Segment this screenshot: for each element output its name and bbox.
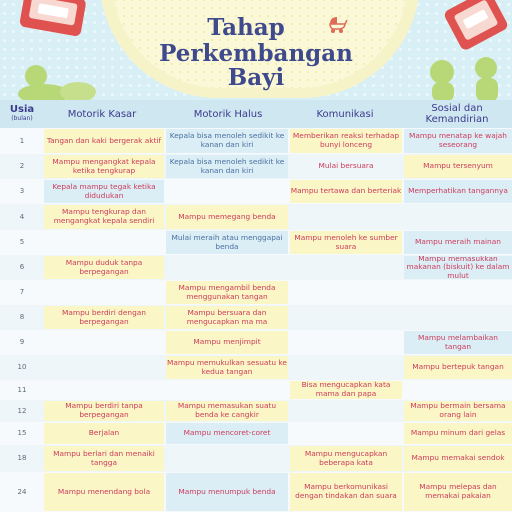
cell-sos: Mampu menatap ke wajah seseorang (404, 129, 512, 153)
cell-kom: Mampu tertawa dan berteriak (290, 180, 402, 203)
cell-kom: Memberikan reaksi terhadap bunyi lonceng (290, 129, 402, 153)
cell-age: 15 (17, 429, 27, 438)
cell-sos: Mampu bermain bersama orang lain (404, 401, 512, 421)
cell-mk: Mampu duduk tanpa berpegangan (44, 256, 164, 279)
cell-kom (290, 423, 402, 444)
cell-kom (290, 281, 402, 304)
cell-mh: Mulai meraih atau menggapai benda (166, 231, 288, 254)
table-row (0, 280, 512, 306)
cell-kom: Bisa mengucapkan kata mama dan papa (290, 381, 402, 399)
col-header-komunikasi: Komunikasi (316, 108, 374, 120)
cell-age: 9 (19, 338, 25, 347)
page-title-line-2: Perkembangan (159, 40, 353, 67)
cell-sos: Mampu meraih mainan (404, 231, 512, 254)
cell-mh: Mampu menumpuk benda (166, 473, 288, 511)
cell-mh: Mampu bersuara dan mengucapkan ma ma (166, 306, 288, 329)
cell-sos: Mampu memakai sendok (404, 446, 512, 471)
table-row (0, 472, 512, 512)
cell-mh: Kepala bisa menoleh sedikit ke kanan dan kiri (166, 129, 288, 153)
cell-mh (166, 256, 288, 279)
col-header-usia (2, 100, 42, 128)
cell-age: 8 (19, 313, 25, 322)
cell-sos: Mampu minum dari gelas (404, 423, 512, 444)
cell-kom: Mulai bersuara (318, 161, 374, 171)
table-row (0, 230, 512, 256)
table-row (0, 445, 512, 473)
table-row (0, 422, 512, 446)
cell-mk: Tangan dan kaki bergerak aktif (44, 129, 164, 153)
cell-mk: Mampu menendang bola (44, 473, 164, 511)
cell-age: 4 (19, 212, 25, 221)
cell-sos: Mampu memasukkan makanan (biskuit) ke dalam mulut (404, 256, 512, 279)
cell-mk: Mampu berlari dan menaiki tangga (44, 446, 164, 471)
cell-mh: Mampu mencoret-coret (166, 423, 288, 444)
cell-mh: Mampu mengambil benda menggunakan tangan (166, 281, 288, 304)
cell-age: 12 (17, 406, 27, 415)
cell-sos: Mampu tersenyum (404, 155, 512, 178)
cell-mk: Berjalan (44, 423, 164, 444)
cell-age: 3 (19, 187, 25, 196)
table-row (0, 255, 512, 281)
cell-mk (44, 281, 164, 304)
cell-age: 11 (17, 385, 27, 394)
cell-sos: Memperhatikan tangannya (404, 180, 512, 203)
cell-kom: Mampu berkomunikasi dengan tindakan dan suara (290, 473, 402, 511)
cell-kom (290, 356, 402, 379)
cell-kom (290, 306, 402, 329)
cell-mh: Kepala bisa menoleh sedikit ke kanan dan kiri (166, 155, 288, 178)
cell-age: 5 (19, 238, 25, 247)
cell-kom: Mampu mengucapkan beberapa kata (290, 446, 402, 471)
table-row (0, 380, 512, 401)
table-header (0, 100, 512, 129)
table-row (0, 154, 512, 180)
table-row (0, 204, 512, 231)
cell-mh: Mampu memukulkan sesuatu ke kedua tangan (166, 356, 288, 379)
col-header-sosial: Sosial dan Kemandirian (425, 103, 489, 125)
cell-sos: Mampu melepas dan memakai pakaian (404, 473, 512, 511)
table-row (0, 355, 512, 381)
cell-sos: Mampu bertepuk tangan (404, 356, 512, 379)
cell-mh (166, 180, 288, 203)
cell-sos (404, 306, 512, 329)
cell-mk: Mampu berdiri dengan berpegangan (44, 306, 164, 329)
table-row (0, 128, 512, 155)
cell-age: 10 (17, 363, 27, 372)
cell-mk (44, 231, 164, 254)
col-header-usia-unit: (bulan) (11, 115, 33, 122)
cell-age: 18 (17, 454, 27, 463)
col-header-usia-label: Usia (9, 104, 35, 115)
cell-mk (44, 381, 164, 399)
cell-mh (166, 446, 288, 471)
cell-mk: Mampu tengkurap dan mengangkat kepala sendiri (44, 205, 164, 229)
page-title-line-1: Tahap (207, 14, 285, 41)
cell-mh (166, 381, 288, 399)
cell-age: 7 (19, 288, 25, 297)
cell-mk (44, 356, 164, 379)
cell-kom (290, 331, 402, 354)
cell-kom: Mampu menoleh ke sumber suara (290, 231, 402, 254)
cell-kom (290, 401, 402, 421)
cell-age: 6 (19, 263, 25, 272)
cell-sos (404, 205, 512, 229)
cell-kom (290, 256, 402, 279)
stroller-icon (326, 14, 348, 34)
cell-sos: Mampu melambaikan tangan (404, 331, 512, 354)
cell-mk: Mampu berdiri tanpa berpegangan (44, 401, 164, 421)
table-row (0, 400, 512, 423)
page-title-line-3: Bayi (227, 64, 285, 91)
development-table (0, 100, 512, 512)
cell-mk: Kepala mampu tegak ketika didudukan (44, 180, 164, 203)
cell-mk: Mampu mengangkat kepala ketika tengkurap (44, 155, 164, 178)
table-row (0, 305, 512, 331)
table-row (0, 330, 512, 356)
cell-sos (404, 381, 512, 399)
cell-kom (290, 205, 402, 229)
cell-mk (44, 331, 164, 354)
col-header-motorik-halus: Motorik Halus (193, 108, 263, 120)
cell-age: 1 (19, 136, 25, 145)
cell-age: 2 (19, 162, 25, 171)
cell-mh: Mampu memasukan suatu benda ke cangkir (166, 401, 288, 421)
col-header-motorik-kasar: Motorik Kasar (67, 108, 137, 120)
cell-sos (404, 281, 512, 304)
table-row (0, 179, 512, 205)
cell-mh: Mampu menjimpit (166, 331, 288, 354)
cell-mh: Mampu memegang benda (166, 205, 288, 229)
cell-age: 24 (17, 487, 27, 496)
